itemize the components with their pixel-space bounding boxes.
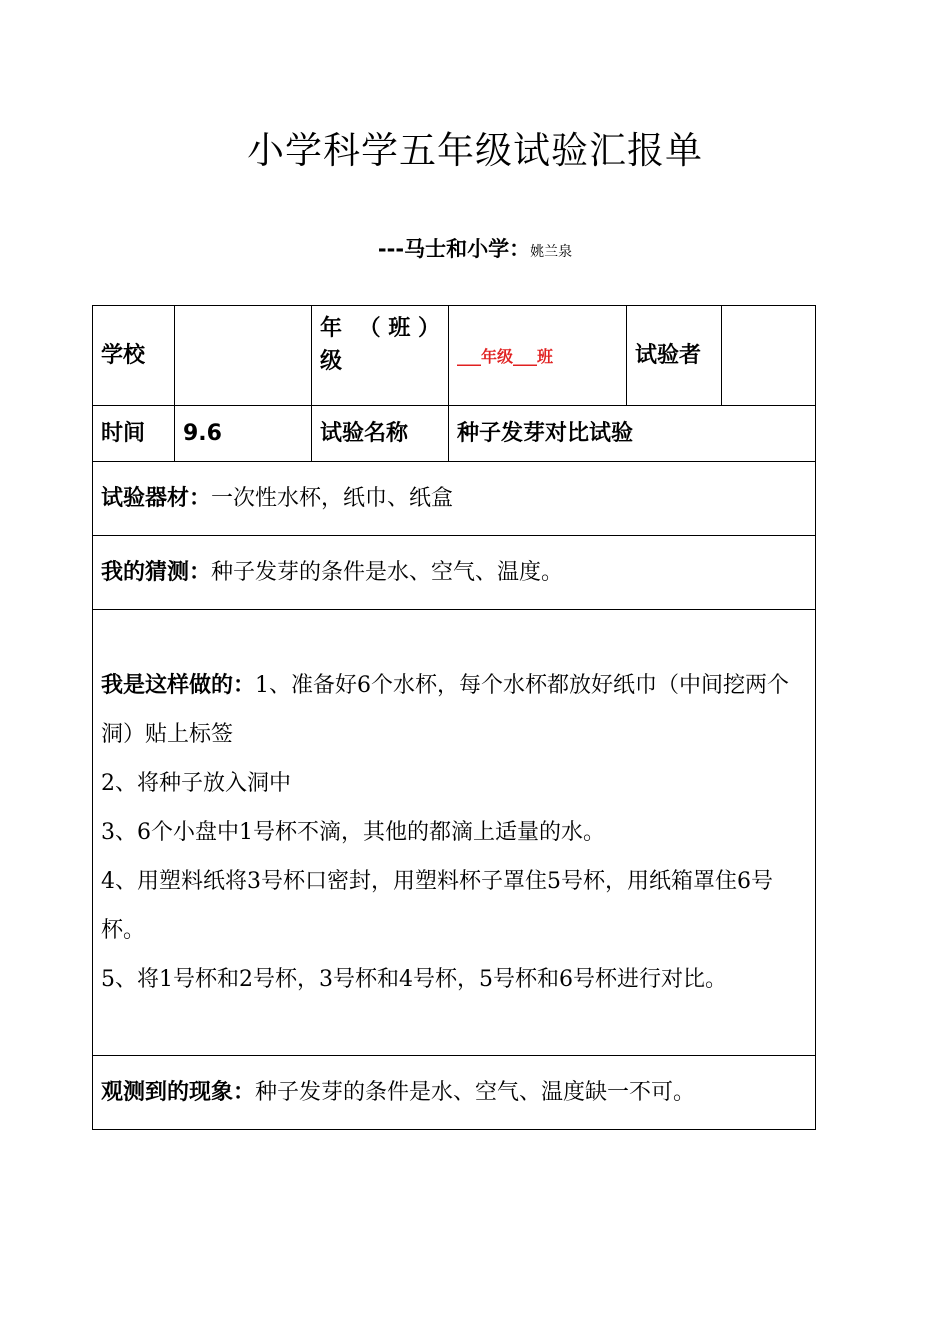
- subtitle: [0, 233, 950, 263]
- procedure-label: 我是这样做的：: [101, 673, 256, 698]
- procedure-step-1: 1、准备好6个水杯，每个水杯都放好纸巾（中间挖两个洞）贴上标签: [101, 673, 790, 747]
- materials-label: 试验器材：: [101, 486, 212, 511]
- school-label: 学校: [101, 343, 146, 368]
- exp-name-value: 种子发芽对比试验: [457, 421, 634, 446]
- observation-value: 种子发芽的条件是水、空气、温度缺一不可。: [255, 1080, 696, 1105]
- procedure-step-4: 4、用塑料纸将3号杯口密封，用塑料杯子罩住5号杯，用纸箱罩住6号杯。: [101, 869, 773, 943]
- time-label-cell: [93, 406, 175, 462]
- time-value-cell: [175, 406, 312, 462]
- table-row: [93, 1056, 816, 1130]
- guess-cell: [93, 536, 816, 610]
- table-row: [93, 306, 816, 406]
- table-row: [93, 610, 816, 1056]
- page-title: 小学科学五年级试验汇报单: [247, 129, 703, 172]
- table-row: [93, 406, 816, 462]
- grade-label-2: （ 班 ）: [358, 316, 440, 341]
- table-row: [93, 462, 816, 536]
- experimenter-label-cell: [627, 306, 722, 406]
- guess-label: 我的猜测：: [101, 560, 212, 585]
- experimenter-label: 试验者: [635, 343, 702, 368]
- school-label-cell: [93, 306, 175, 406]
- procedure-step-5: 5、将1号杯和2号杯，3号杯和4号杯，5号杯和6号杯进行对比。: [101, 967, 727, 992]
- time-label: 时间: [101, 421, 146, 446]
- materials-cell: [93, 462, 816, 536]
- guess-value: 种子发芽的条件是水、空气、温度。: [211, 560, 564, 585]
- grade-label-3: 级: [320, 349, 343, 374]
- experimenter-value-cell: [722, 306, 816, 406]
- procedure-cell: [93, 610, 816, 1056]
- report-table: [92, 305, 816, 1130]
- observation-cell: [93, 1056, 816, 1130]
- grade-value: ___年级___班: [457, 347, 554, 366]
- time-value: 9.6: [183, 421, 222, 446]
- table-row: [93, 536, 816, 610]
- school-value-cell: [175, 306, 312, 406]
- grade-label-1: 年: [320, 316, 343, 341]
- procedure-step-3: 3、6个小盘中1号杯不滴，其他的都滴上适量的水。: [101, 820, 605, 845]
- materials-value: 一次性水杯，纸巾、纸盒: [211, 486, 454, 511]
- exp-name-label-cell: [312, 406, 449, 462]
- observation-label: 观测到的现象：: [101, 1080, 256, 1105]
- school-name: ---马士和小学：: [377, 237, 531, 261]
- procedure-step-2: 2、将种子放入洞中: [101, 771, 291, 796]
- grade-label-cell: [312, 306, 449, 406]
- exp-name-label: 试验名称: [320, 421, 409, 446]
- grade-value-cell: [449, 306, 627, 406]
- author-name: 姚兰泉: [530, 244, 573, 260]
- exp-name-value-cell: [449, 406, 816, 462]
